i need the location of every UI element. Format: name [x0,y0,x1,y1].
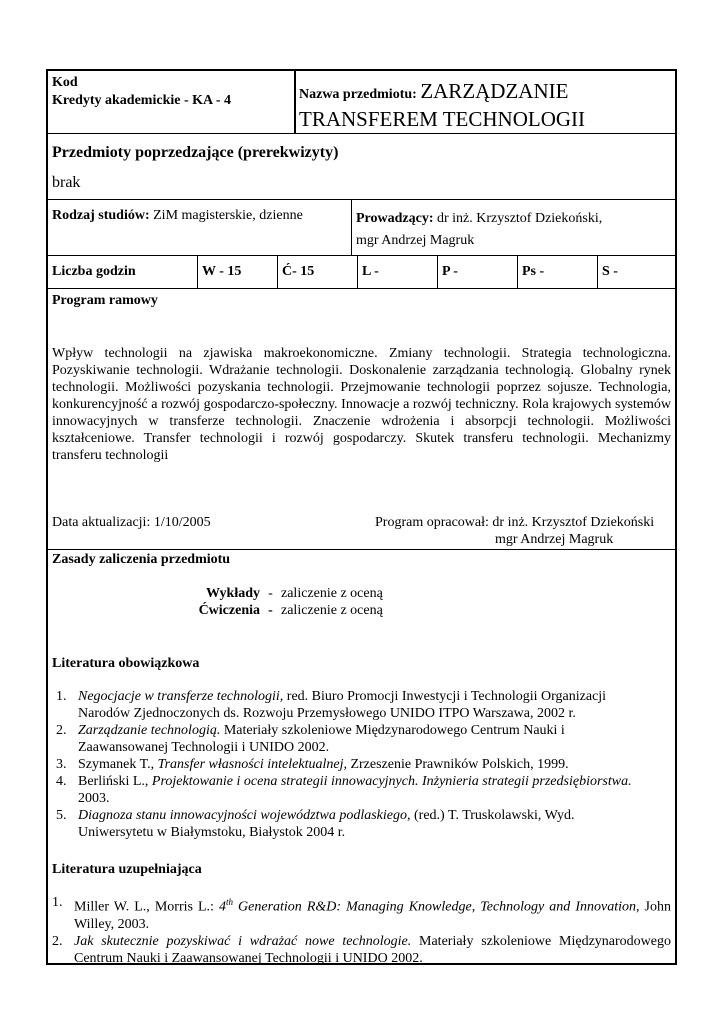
hours-exercise-cell [278,256,358,288]
studies-type-label: Rodzaj studiów: [52,208,150,223]
rules-lectures [190,586,383,602]
list-number: 1. [52,895,63,910]
lecturers-label: Prowadzący: [356,211,434,226]
list-item [56,773,635,807]
code-label: Kod [52,75,78,90]
hours-project-cell [438,256,518,288]
program-author-1: Program opracował: dr inż. Krzysztof Dziekoński [375,515,655,530]
supp-1-title-a: 4 [218,899,226,915]
citation-details: 2003. [78,791,110,806]
syllabus-form [46,69,677,965]
citation-title: Zarządzanie technologią. [78,723,221,738]
course-name-cell [296,71,675,133]
hours-ps: Ps - [522,264,545,279]
exercises-dash: - [268,603,273,618]
citation-authors: Szymanek T., [78,757,158,772]
lecturer-2: mgr Andrzej Magruk [356,233,475,248]
list-item [56,688,635,722]
rules-title: Zasady zaliczenia przedmiotu [52,552,231,567]
citation-details: red. Biuro Promocji Inwestycji i Technologii Organizacji Narodów Zjednoczonych ds. Rozwoju Przemysłowego UNIDO ITPO Warszawa, 2002 r. [78,689,607,721]
hours-lab-cell [358,256,438,288]
citation-title: Diagnoza stanu innowacyjności województwa podlaskiego, [78,808,411,823]
required-literature-list [56,688,635,841]
citation-title: Projektowanie i ocena strategii innowacyjnych. Inżynieria strategii przedsiębiorstwa. [151,774,632,789]
supp-1-authors: Miller W. L., Morris L.: [74,899,219,915]
hours-lecture-cell [198,256,278,288]
list-number: 4. [56,774,67,789]
citation-authors: Berliński L., [78,774,152,789]
update-date: Data aktualizacji: 1/10/2005 [52,515,211,530]
hours-project: P - [442,264,458,279]
lecturers [356,208,602,252]
supp-1-rest: John Willey, 2003. [74,899,671,932]
prerequisites-value: brak [52,174,81,191]
course-name-line2: TRANSFEREM TECHNOLOGII [299,107,586,131]
supp-2-title: Jak skutecznie pozyskiwać i wdrażać nowe technologie. [74,933,412,949]
citation-details: (red.) T. Truskolawski, Wyd. Uniwersytetu w Białymstoku, Białystok 2004 r. [78,808,575,840]
lecturers-cell [352,200,675,255]
lectures-value: zaliczenie z oceną [281,586,383,601]
list-number: 3. [56,757,67,772]
course-name [299,79,585,135]
program-title: Program ramowy [52,293,158,308]
studies-type [52,208,303,224]
list-number: 5. [56,808,67,823]
studies-cell [48,200,352,255]
rules-exercises [190,603,383,619]
hours-label: Liczba godzin [52,264,136,279]
citation-details: Zrzeszenie Prawników Polskich, 1999. [346,757,569,772]
hours-row [48,256,675,289]
header-row [48,71,675,134]
lecturer-1: dr inż. Krzysztof Dziekoński, [437,211,603,226]
supplementary-literature-title: Literatura uzupełniająca [52,862,202,877]
list-item [52,933,671,967]
list-number: 2. [52,933,63,949]
supplementary-literature-list [52,894,671,967]
supp-1-title-b: Generation R&D: Managing Knowledge, Technology and Innovation, [233,899,640,915]
course-name-line1: ZARZĄDZANIE [420,79,569,103]
citation-title: Negocjacje w transferze technologii, [78,689,284,704]
list-number: 2. [56,723,67,738]
supp-1-sup: th [225,897,233,907]
citation-title: Transfer własności intelektualnej, [157,757,347,772]
supp-2-rest: Materiały szkoleniowe Międzynarodowego Centrum Nauki i Zaawansowanej Technologii i UNIDO 2002. [74,933,671,966]
course-name-label: Nazwa przedmiotu: [299,87,417,102]
list-item [56,807,635,841]
hours-label-cell [48,256,198,288]
hours-seminar-cell [598,256,675,288]
exercises-label: Ćwiczenia [198,603,260,618]
list-item [56,756,635,773]
lectures-dash: - [268,586,273,601]
lectures-label: Wykłady [206,586,260,601]
hours-ps-cell [518,256,598,288]
exercises-value: zaliczenie z oceną [281,603,383,618]
code-cell [48,71,296,133]
list-item [52,894,671,933]
credits-label: Kredyty akademickie - KA - 4 [52,93,232,108]
hours-lab: L - [362,264,379,279]
list-number: 1. [56,689,67,704]
studies-row [48,200,675,256]
hours-lecture: W - 15 [202,264,242,279]
prerequisites-title: Przedmioty poprzedzające (prerekwizyty) [52,144,339,161]
required-literature-title: Literatura obowiązkowa [52,656,200,671]
program-row [48,289,675,550]
studies-type-value: ZiM magisterskie, dzienne [153,208,303,223]
program-body: Wpływ technologii na zjawiska makroekonomiczne. Zmiany technologii. Strategia technologiczna. Pozyskiwanie technologii. Wdrażanie technologii. Doskonalenie zarządzania technologią. Globalny rynek technologii. Możliwości pozyskania technologii. Przejmowanie technologii poprzez sojusze. Technologia, konkurencyjność a rozwój gospodarczo-społeczny. Innowacje a rozwój techniczny. Rola krajowych systemów innowacyjnych w transferze technologii. Znaczenie wdrożenia i absorpcji technologii. Możliwości kształceniowe. Transfer technologii i rozwój gospodarczy. Skutek transferu technologii. Mechanizmy transferu technologii [52,346,671,463]
list-item [56,722,635,756]
program-author-2: mgr Andrzej Magruk [495,532,614,547]
hours-exercise: Ć- 15 [282,264,315,279]
prerequisites-row [48,134,675,200]
hours-seminar: S - [602,264,618,279]
citation-details: Materiały szkoleniowe Międzynarodowego Centrum Nauki i Zaawansowanej Technologii i UNIDO 2002. [78,723,565,755]
